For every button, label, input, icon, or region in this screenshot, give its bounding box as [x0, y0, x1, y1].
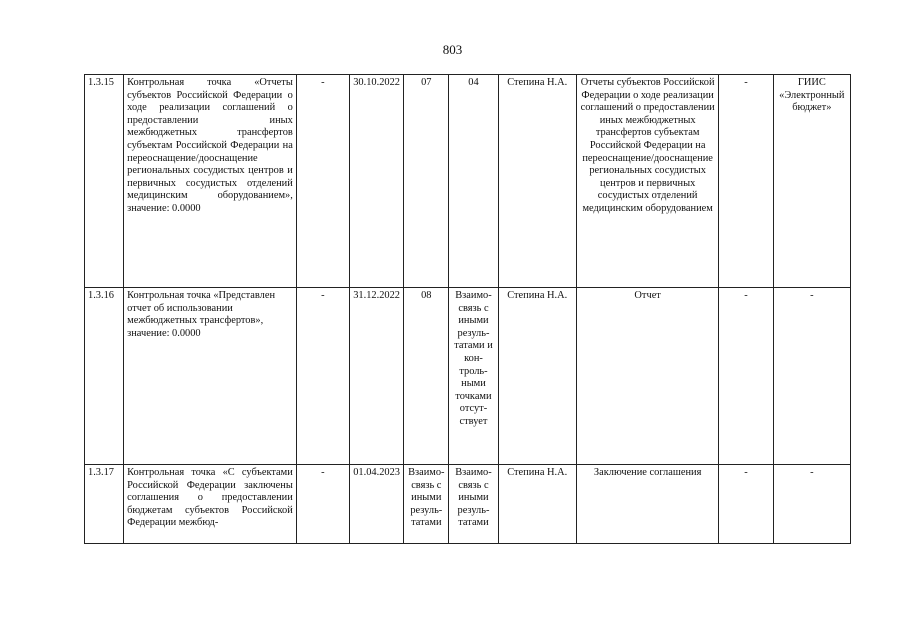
cell-col3: - [296, 465, 349, 544]
responsible-person: Степина Н.А. [498, 288, 576, 465]
cell-col5: 07 [404, 75, 449, 288]
row-number: 1.3.15 [85, 75, 124, 288]
control-point-description: Контрольная точка «Представлен отчет об использовании межбюджетных трансфертов», значение: 0.0000 [124, 288, 297, 465]
result-document: Отчет [576, 288, 719, 465]
cell-col9: - [719, 288, 773, 465]
page-number: 803 [442, 42, 463, 57]
responsible-person: Степина Н.А. [498, 75, 576, 288]
cell-col3: - [296, 288, 349, 465]
responsible-person: Степина Н.А. [498, 465, 576, 544]
result-document: Заключение соглашения [576, 465, 719, 544]
cell-col6: Взаимо- связь с иными резуль- татами [449, 465, 498, 544]
cell-col9: - [719, 465, 773, 544]
information-system: ГИИС «Электронный бюджет» [773, 75, 850, 288]
control-point-description: Контрольная точка «Отчеты субъектов Российской Федерации о ходе реализации соглашений о предоставлении иных межбюджетных трансфертов субъектам Российской Федерации на переоснащение/дооснащение региональных сосудистых центров и первичных сосудистых отделений медицинским оборудованием», значение: 0.0000 [124, 75, 297, 288]
cell-col9: - [719, 75, 773, 288]
table-row [85, 288, 851, 465]
information-system: - [773, 465, 850, 544]
cell-col6: 04 [449, 75, 498, 288]
cell-col5: Взаимо- связь с иными резуль- татами [404, 465, 449, 544]
cell-col6: Взаимо- связь с иными резуль- татами и кон- троль- ными точками отсут- ствует [449, 288, 498, 465]
control-points-table [84, 74, 851, 544]
information-system: - [773, 288, 850, 465]
result-document: Отчеты субъектов Российской Федерации о ходе реализации соглашений о предоставлении иных межбюджетных трансфертов субъектам Российской Федерации на переоснащение/дооснащение региональных сосудистых центров и первичных сосудистых отделений медицинским оборудованием [576, 75, 719, 288]
cell-col5: 08 [404, 288, 449, 465]
cell-col3: - [296, 75, 349, 288]
table-row [85, 75, 851, 288]
due-date: 01.04.2023 [350, 465, 404, 544]
table-row [85, 465, 851, 544]
due-date: 31.12.2022 [350, 288, 404, 465]
control-point-description: Контрольная точка «С субъектами Российской Федерации заключены соглашения о предоставлении бюджетам субъектов Российской Федерации межбюд- [124, 465, 297, 544]
row-number: 1.3.16 [85, 288, 124, 465]
due-date: 30.10.2022 [350, 75, 404, 288]
row-number: 1.3.17 [85, 465, 124, 544]
